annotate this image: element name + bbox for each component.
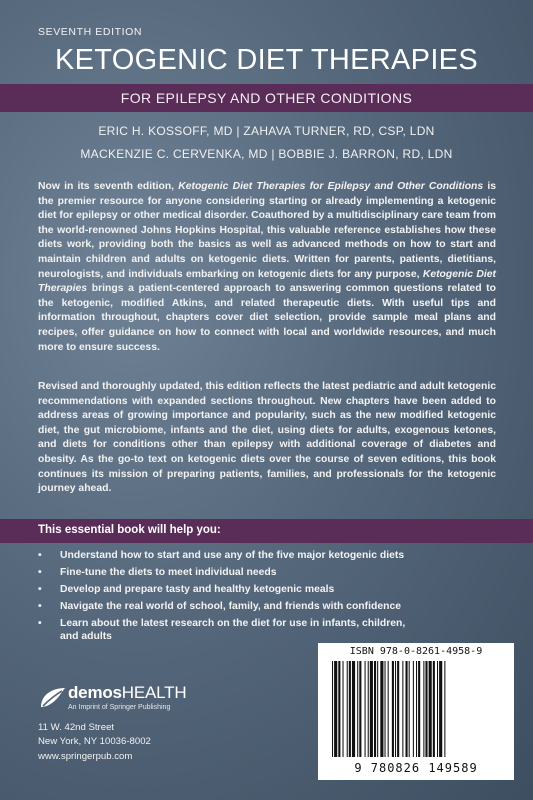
address-street: 11 W. 42nd Street xyxy=(38,722,115,733)
barcode-bar xyxy=(413,661,414,757)
barcode-bar xyxy=(380,661,383,757)
barcode-bar xyxy=(385,661,386,757)
benefit-item xyxy=(38,600,488,613)
benefit-item xyxy=(38,566,488,579)
barcode-bar xyxy=(437,661,438,757)
barcode-bar xyxy=(338,661,340,757)
book-title: KETOGENIC DIET THERAPIES xyxy=(55,44,478,76)
barcode-bar xyxy=(370,661,373,757)
barcode-number: 9 780826 149589 xyxy=(354,761,478,775)
description-paragraph-1 xyxy=(38,180,496,355)
barcode-bar xyxy=(418,661,420,757)
barcode-bar xyxy=(347,661,348,757)
barcode-bar xyxy=(433,661,435,757)
logo-tagline: An Imprint of Springer Publishing xyxy=(68,704,171,711)
barcode-bar xyxy=(423,661,424,757)
barcode-bar xyxy=(402,661,403,757)
barcode-bar xyxy=(332,661,333,757)
benefits-list xyxy=(38,549,488,647)
barcode-bar xyxy=(409,661,410,757)
authors-line-1: ERIC H. KOSSOFF, MD | ZAHAVA TURNER, RD, CSP, LDN xyxy=(98,124,435,138)
demos-leaf-icon xyxy=(38,685,68,711)
help-heading: This essential book will help you: xyxy=(38,524,221,536)
barcode-bar xyxy=(439,661,442,757)
benefit-text-continued: and adults xyxy=(60,631,112,643)
publisher-address xyxy=(38,721,151,764)
benefit-item xyxy=(38,583,488,596)
logo-wordmark xyxy=(68,683,186,703)
barcode-bar xyxy=(343,661,344,757)
barcode-bar xyxy=(425,661,427,757)
logo-demos: demos xyxy=(68,683,122,702)
book-subtitle: FOR EPILEPSY AND OTHER CONDITIONS xyxy=(120,90,413,106)
demos-health-logo xyxy=(38,683,208,717)
barcode-bar xyxy=(444,661,445,757)
barcode-bar xyxy=(429,661,432,757)
barcode-bar xyxy=(352,661,355,757)
barcode-bar xyxy=(397,661,399,757)
benefit-text: Understand how to start and use any of the five major ketogenic diets xyxy=(60,550,405,561)
barcode-icon xyxy=(330,661,502,759)
benefit-text: Navigate the real world of school, family, and friends with confidence xyxy=(60,601,402,612)
barcode-bar xyxy=(357,661,358,757)
barcode-bar xyxy=(334,661,337,757)
barcode-bar xyxy=(368,661,369,757)
benefit-text: Fine-tune the diets to meet individual needs xyxy=(60,567,277,578)
desc-p1-book-short-title: Ketogenic Diet Therapies xyxy=(38,268,496,295)
desc-p1-part-a: Now in its seventh edition, xyxy=(38,181,179,192)
benefit-text: • Learn about the latest research on the diet for use in infants, children, xyxy=(60,618,406,629)
barcode-bar xyxy=(359,661,361,757)
publisher-website: www.springerpub.com xyxy=(38,750,133,762)
isbn-label: ISBN 978-0-8261-4958-9 xyxy=(349,646,483,657)
desc-p1-part-e: brings a patient-centered approach to answering common questions related to the ketogenic, modified Atkins, and related therapeutic diets. With useful tips and information throughout, chapters cover diet selection, provide sample meal plans and recipes, offer guidance on how to connect with local and worldwide resources, and much more to ensure success. xyxy=(38,283,496,353)
barcode-bar xyxy=(395,661,396,757)
barcode-bar xyxy=(349,661,351,757)
barcode-bar xyxy=(377,661,378,757)
authors-line-2: MACKENZIE C. CERVENKA, MD | BOBBIE J. BARRON, RD, LDN xyxy=(80,147,453,161)
barcode-bar xyxy=(388,661,389,757)
barcode-bar xyxy=(374,661,376,757)
description-paragraph-2: Revised and thoroughly updated, this edition reflects the latest pediatric and adult ketogenic recommendations with expanded sections throughout. New chapters have been added to address areas of growing importance and popularity, such as the new modified ketogenic diet, the gut microbiome, infants and the diet, using diets for adults, exogenous ketones, and diets for conditions other than epilepsy with additional coverage of diabetes and obesity. As the go-to text on ketogenic diets over the course of seven editions, this book continues its mission of preparing patients, families, and professionals for the ketogenic journey ahead. xyxy=(38,381,496,495)
barcode-panel xyxy=(318,643,514,780)
barcode-bar xyxy=(416,661,417,757)
barcode-bar xyxy=(365,661,366,757)
benefit-item xyxy=(38,617,488,644)
edition-label: SEVENTH EDITION xyxy=(38,26,143,38)
barcode-bar xyxy=(392,661,394,757)
address-city: New York, NY 10036-8002 xyxy=(38,736,151,748)
benefit-item xyxy=(38,549,488,562)
desc-p1-book-title: Ketogenic Diet Therapies for Epilepsy and Other Conditions xyxy=(178,181,484,192)
benefit-text: Develop and prepare tasty and healthy ketogenic meals xyxy=(60,584,335,595)
barcode-bar xyxy=(406,661,408,757)
logo-health: HEALTH xyxy=(121,683,187,702)
desc-p1-part-c: is the premier resource for anyone considering starting or already implementing a ketogenic diet for epilepsy or other medical disorder. Coauthored by a multidisciplinary care team from the world-renowned Johns Hopkins Hospital, this valuable reference establishes how these diets work, providing both the basics as well as advanced methods on how to start and maintain children and adults on ketogenic diets. Written for parents, patients, dietitians, neurologists, and individuals embarking on ketogenic diets for any purpose, xyxy=(38,181,496,280)
